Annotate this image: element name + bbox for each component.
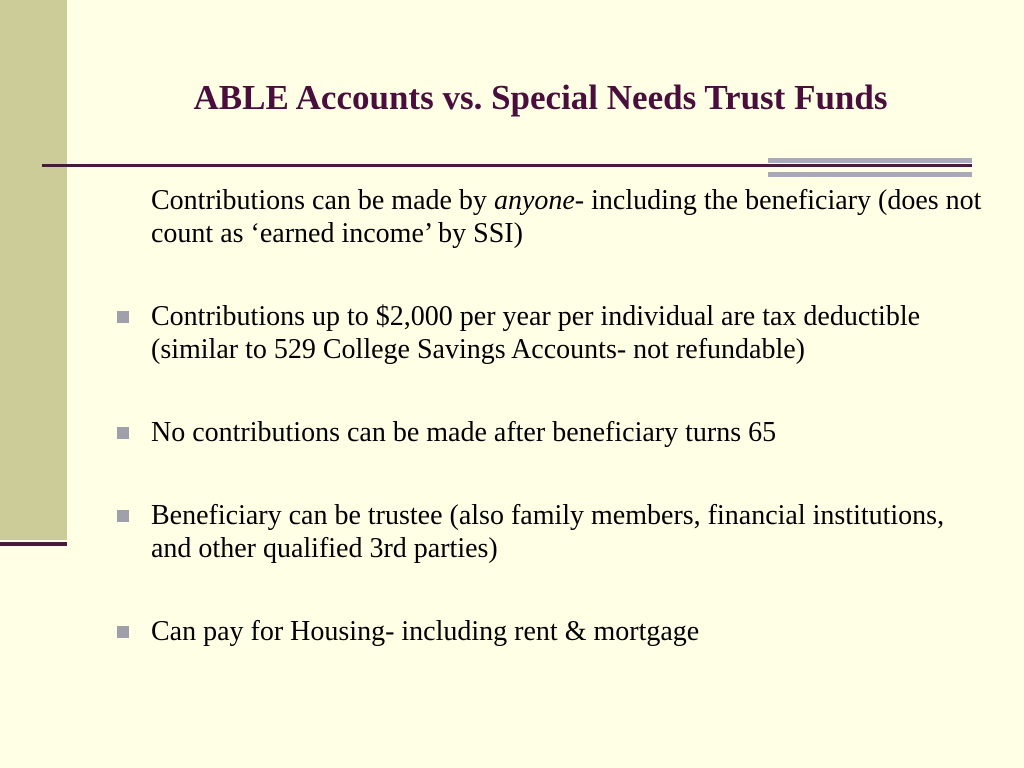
bullet-text-emphasis: anyone bbox=[493, 185, 575, 216]
bullet-text: Beneficiary can be trustee (also family members, financial institutions, and other qualified 3rd parties) bbox=[151, 500, 945, 564]
bullet-text: Can pay for Housing- including rent & mortgage bbox=[151, 616, 700, 647]
square-bullet-icon bbox=[117, 311, 129, 323]
bullet-item-trustee bbox=[113, 499, 983, 565]
title-accent-bar-top bbox=[768, 158, 972, 163]
bullet-text-pre: Contributions can be made by bbox=[151, 185, 494, 216]
square-bullet-icon bbox=[117, 510, 129, 522]
side-decoration-bar bbox=[0, 0, 67, 540]
bullet-text-post: - including the beneficiary (does not count as ‘earned income’ by SSI) bbox=[151, 185, 982, 249]
bullet-text: Contributions up to $2,000 per year per individual are tax deductible (similar to 529 College Savings Accounts- not refundable) bbox=[151, 301, 921, 365]
title-underline-rule bbox=[42, 164, 972, 167]
slide-title: ABLE Accounts vs. Special Needs Trust Funds bbox=[193, 78, 888, 117]
bullet-item-tax-deductible bbox=[113, 300, 983, 366]
bullet-item-age-limit bbox=[113, 416, 983, 449]
bullet-text: No contributions can be made after beneficiary turns 65 bbox=[151, 417, 777, 448]
title-accent-bar-bottom bbox=[768, 172, 972, 177]
bullet-item-housing bbox=[113, 615, 983, 648]
slide-body bbox=[113, 184, 983, 648]
side-decoration-rule bbox=[0, 542, 67, 546]
square-bullet-icon bbox=[117, 427, 129, 439]
bullet-item-contributions-anyone bbox=[113, 184, 983, 250]
square-bullet-icon bbox=[117, 626, 129, 638]
